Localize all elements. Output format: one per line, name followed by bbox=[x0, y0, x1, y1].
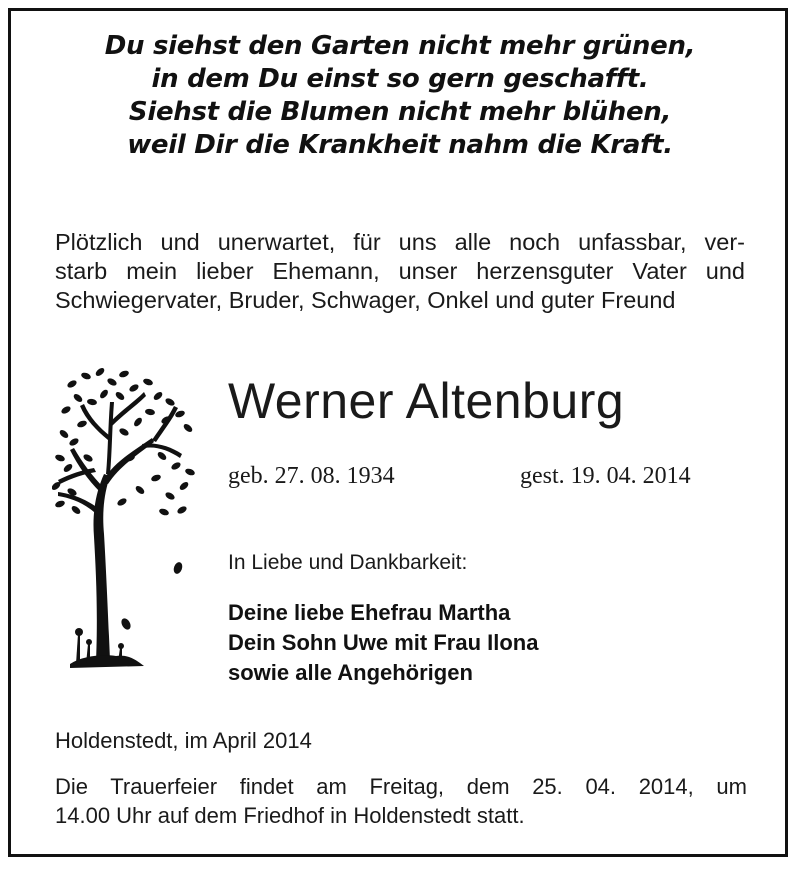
funeral-info bbox=[55, 772, 747, 830]
death-date: gest. 19. 04. 2014 bbox=[520, 463, 691, 489]
birth-date: geb. 27. 08. 1934 bbox=[228, 463, 395, 489]
deceased-name: Werner Altenburg bbox=[228, 373, 625, 429]
announcement-line: Schwiegervater, Bruder, Schwager, Onkel und guter Freund bbox=[55, 287, 676, 313]
place-and-date: Holdenstedt, im April 2014 bbox=[55, 728, 312, 753]
mourners-heading: In Liebe und Dankbarkeit: bbox=[228, 551, 468, 574]
announcement-line: starb mein lieber Ehemann, unser herzensguter Vater und bbox=[55, 258, 745, 284]
announcement-line: Plötzlich und unerwartet, für uns alle noch unfassbar, ver- bbox=[55, 229, 745, 255]
tree-illustration-icon bbox=[52, 362, 202, 672]
mourner-line: Deine liebe Ehefrau Martha bbox=[228, 600, 511, 625]
poem-line: Du siehst den Garten nicht mehr grünen, bbox=[104, 31, 696, 61]
mourner-line: sowie alle Angehörigen bbox=[228, 660, 473, 685]
poem-line: Siehst die Blumen nicht mehr blühen, bbox=[128, 97, 672, 127]
poem-line: weil Dir die Krankheit nahm die Kraft. bbox=[127, 130, 673, 160]
funeral-line: 14.00 Uhr auf dem Friedhof in Holdenstedt statt. bbox=[55, 803, 525, 828]
poem-line: in dem Du einst so gern geschafft. bbox=[151, 64, 649, 94]
mourner-line: Dein Sohn Uwe mit Frau Ilona bbox=[228, 630, 539, 655]
memorial-poem bbox=[0, 30, 800, 162]
announcement-text bbox=[55, 228, 745, 315]
funeral-line: Die Trauerfeier findet am Freitag, dem 25. 04. 2014, um bbox=[55, 774, 747, 799]
mourners-list bbox=[228, 598, 538, 688]
